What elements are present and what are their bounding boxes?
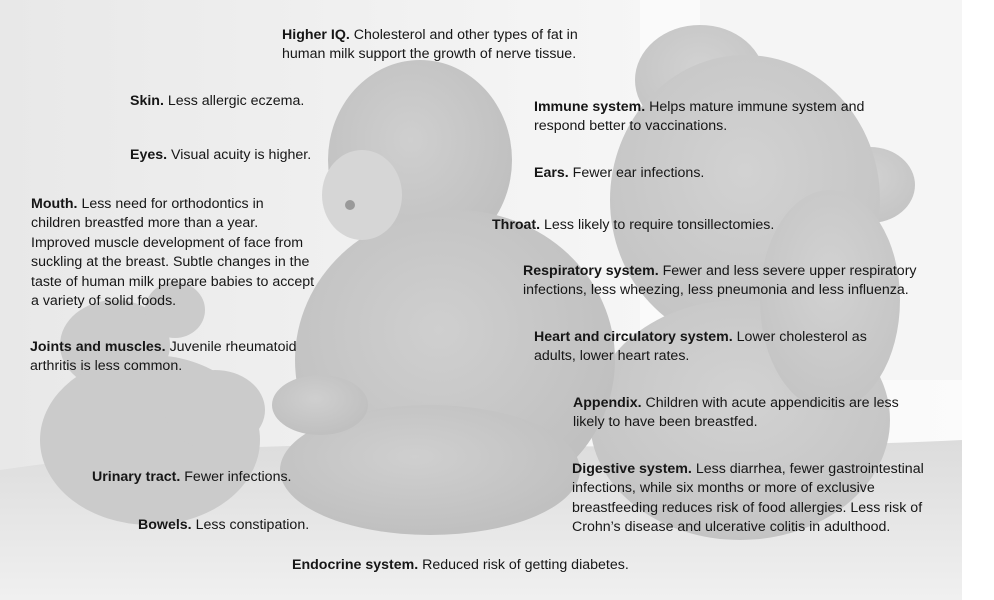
note-text: Less allergic eczema. [167, 93, 305, 109]
note-title: Eyes. [130, 147, 168, 163]
note-skin [130, 92, 390, 111]
note-joints-muscles [30, 338, 305, 377]
note-title: Immune system. [534, 99, 646, 115]
note-title: Mouth. [31, 196, 78, 212]
note-title: Bowels. [138, 517, 192, 533]
note-text: Less likely to require tonsillectomies. [544, 217, 775, 233]
note-higher-iq [282, 26, 612, 65]
note-text: Juvenile rheumatoid arthritis is less common. [30, 339, 297, 375]
note-text: Reduced risk of getting diabetes. [422, 557, 629, 573]
note-text: Less constipation. [195, 517, 310, 533]
note-title: Heart and circulatory system. [534, 329, 733, 345]
note-urinary-tract [92, 468, 352, 487]
note-text: Lower cholesterol as adults, lower heart rates. [534, 329, 867, 365]
note-ears [534, 164, 834, 183]
note-title: Appendix. [573, 395, 642, 411]
note-text: Cholesterol and other types of fat in human milk support the growth of nerve tissue. [282, 27, 578, 63]
note-title: Endocrine system. [292, 557, 419, 573]
right-margin [962, 0, 994, 600]
note-text: Children with acute appendicitis are less likely to have been breastfed. [573, 395, 899, 431]
note-text: Less diarrhea, fewer gastrointestinal infections, while six months or more of exclusive breastfeeding reduces risk of food allergies. Less risk of Crohn’s disease and ulcerative colitis in adulthood. [572, 461, 924, 536]
note-appendix [573, 394, 918, 433]
note-eyes [130, 146, 390, 165]
note-title: Joints and muscles. [30, 339, 166, 355]
note-title: Urinary tract. [92, 469, 181, 485]
note-text: Fewer ear infections. [572, 165, 705, 181]
note-endocrine-system [292, 556, 692, 575]
note-title: Higher IQ. [282, 27, 350, 43]
note-text: Fewer and less severe upper respiratory infections, less wheezing, less pneumonia and less influenza. [523, 263, 917, 299]
note-title: Digestive system. [572, 461, 692, 477]
note-title: Skin. [130, 93, 164, 109]
note-text: Visual acuity is higher. [171, 147, 312, 163]
note-title: Respiratory system. [523, 263, 659, 279]
note-text: Less need for orthodontics in children breastfed more than a year. Improved muscle development of face from suckling at the breast. Subtle changes in the taste of human milk prepare babies to accept a variety of solid foods. [31, 196, 315, 310]
note-respiratory-system [523, 262, 925, 301]
note-heart-circulatory [534, 328, 894, 367]
note-text: Helps mature immune system and respond better to vaccinations. [534, 99, 865, 135]
note-mouth [31, 195, 315, 311]
note-title: Ears. [534, 165, 569, 181]
note-text: Fewer infections. [184, 469, 292, 485]
note-title: Throat. [492, 217, 541, 233]
note-digestive-system [572, 460, 938, 538]
note-throat [492, 216, 822, 235]
note-bowels [138, 516, 398, 535]
note-immune-system [534, 98, 884, 137]
